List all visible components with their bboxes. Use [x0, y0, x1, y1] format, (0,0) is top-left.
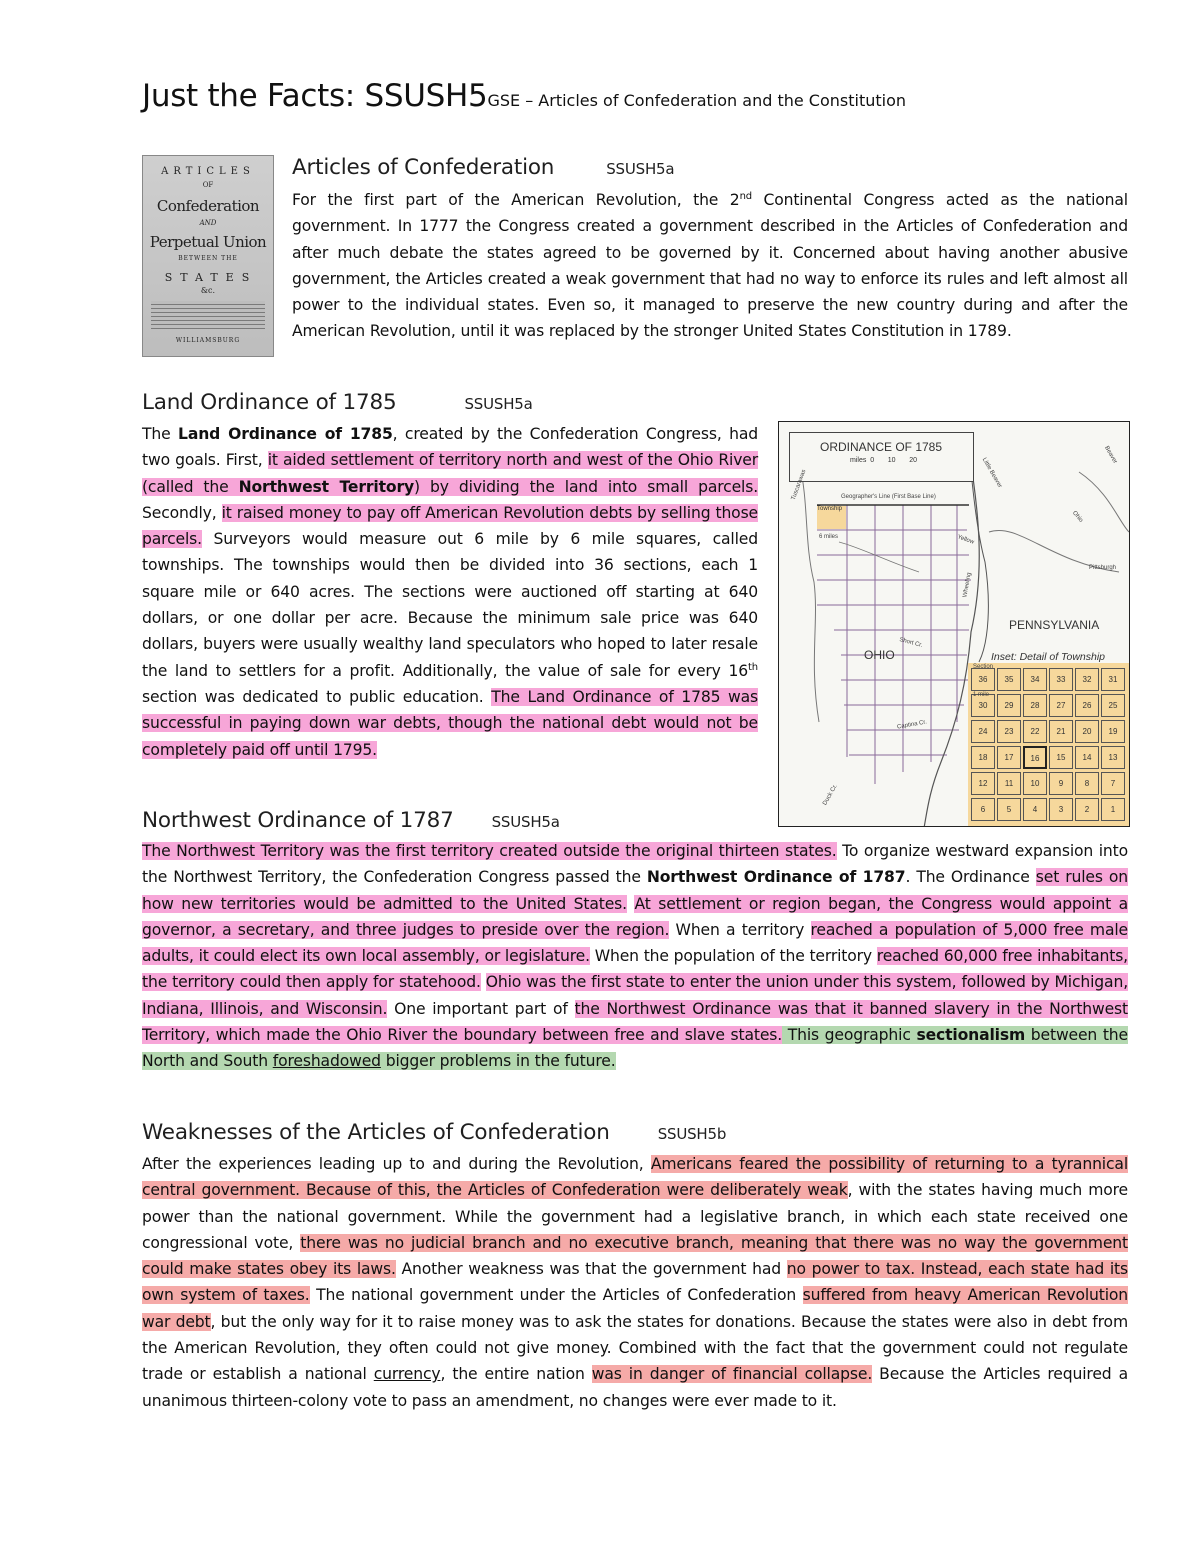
map-legend: [789, 432, 974, 482]
section-cell: 31: [1101, 668, 1125, 691]
river-label: Wheeling: [962, 572, 973, 598]
text: When a territory: [669, 920, 811, 939]
section-cell: 24: [971, 720, 995, 743]
text: For the first part of the American Revolution, the 2: [292, 191, 740, 209]
text: One important part of: [387, 999, 575, 1018]
highlight: was in danger of financial collapse.: [591, 1365, 873, 1384]
highlight: ) by dividing the land into small parcels.: [414, 477, 759, 496]
text: , the entire nation: [440, 1365, 592, 1384]
section-cell: 10: [1023, 772, 1047, 795]
highlight: Ohio was the first state to enter the union under this system, followed by Michigan, Indiana, Illinois, and Wisconsin.: [142, 973, 1129, 1018]
section-cell: 34: [1023, 668, 1047, 691]
river-label: Short Cr.: [898, 637, 924, 649]
cover-line: Perpetual Union: [149, 233, 267, 251]
section-cell: 3: [1049, 798, 1073, 821]
text: section was dedicated to public education.: [142, 687, 492, 706]
river-label: Duck Cr.: [822, 783, 839, 807]
section-cell: 14: [1075, 746, 1099, 769]
section-cell: 17: [997, 746, 1021, 769]
heading-text: Articles of Confederation: [292, 155, 555, 180]
highlight: there was no judicial branch and no executive branch, meaning that there was no way the government could make states obey its laws.: [142, 1233, 1128, 1279]
scale-label: miles: [850, 457, 867, 464]
map-scale: [850, 457, 917, 464]
section-cell: 23: [997, 720, 1021, 743]
section-cell: 35: [997, 668, 1021, 691]
highlight: reached a population of 5,000 free male adults, it could elect its own local assembly, or legislature.: [142, 920, 1128, 966]
highlight: it raised money to pay off American Revolution debts by selling those parcels.: [142, 503, 758, 549]
text: When the population of the territory: [589, 947, 877, 966]
section-cell: 4: [1023, 798, 1047, 821]
underlined-term: foreshadowed: [272, 1052, 381, 1071]
geographers-line-label: Geographer's Line (First Base Line): [841, 494, 936, 500]
section-cell: 8: [1075, 772, 1099, 795]
river-line: [1079, 472, 1129, 532]
highlight: The Northwest Territory was the first territory created outside the original thirteen states.: [142, 842, 837, 860]
title-main: Just the Facts: SSUSH5: [142, 78, 488, 114]
bold-term: Northwest Ordinance of 1787: [646, 868, 906, 887]
northwest-ordinance-paragraph: [142, 838, 1128, 1075]
text: , but the only way for it to raise money was to ask the states for donations. Because the states were also in debt from the American Revolution, they often could not give money. Combined with the fact that the government could not regulate trade or establish a national: [142, 1312, 1128, 1384]
highlight: At settlement or region began, the Congress would appoint a governor, a secretary, and three judges to preside over the region.: [142, 894, 1128, 939]
scale-tick: 10: [887, 457, 896, 464]
heading-text: Weaknesses of the Articles of Confederation: [142, 1120, 610, 1145]
section-cell: 15: [1049, 746, 1073, 769]
section-cell: 1: [1101, 798, 1125, 821]
cover-line: STATES: [164, 271, 258, 284]
highlight: set rules on how new territories would be admitted to the United States.: [142, 868, 1128, 913]
articles-cover-image: [142, 155, 274, 357]
section-cell: 22: [1023, 720, 1047, 743]
section-cell: 29: [997, 694, 1021, 717]
standard-code: SSUSH5a: [491, 813, 560, 831]
standard-code: SSUSH5b: [657, 1125, 727, 1143]
section-cell: 20: [1075, 720, 1099, 743]
text: Because the Articles required a unanimous thirteen-colony vote to pass an amendment, no changes were ever made to it.: [142, 1365, 1128, 1410]
highlight: suffered from heavy American Revolution war debt: [142, 1286, 1129, 1331]
river-label: Tuscarawas: [790, 468, 808, 502]
section-cell: 18: [971, 746, 995, 769]
section-cell: 6: [971, 798, 995, 821]
map-title: ORDINANCE OF 1785: [820, 440, 943, 454]
heading-articles: [292, 155, 674, 180]
section-label: Section: [973, 664, 994, 670]
cover-line: BETWEEN THE: [178, 255, 238, 262]
heading-weaknesses: [142, 1120, 726, 1145]
text: , created by the Confederation Congress, had two goals. First,: [142, 425, 758, 470]
superscript: nd: [739, 190, 752, 202]
section-cell: 27: [1049, 694, 1073, 717]
land-ordinance-paragraph: [142, 421, 758, 763]
section-cell: 11: [997, 772, 1021, 795]
section-cell: 19: [1101, 720, 1125, 743]
section-cell: 26: [1075, 694, 1099, 717]
section-cell: 9: [1049, 772, 1073, 795]
section-cell: 28: [1023, 694, 1047, 717]
heading-text: Land Ordinance of 1785: [142, 390, 397, 415]
cover-line: OF: [202, 181, 214, 189]
heading-northwest-ordinance: [142, 808, 560, 833]
section-cell: 5: [997, 798, 1021, 821]
heading-text: Northwest Ordinance of 1787: [142, 808, 454, 833]
section-cell: 21: [1049, 720, 1073, 743]
text: [481, 973, 486, 991]
highlight: it aided settlement of territory north and west of the Ohio River (called the: [142, 451, 759, 496]
articles-paragraph: [292, 187, 1128, 345]
document-title: [142, 78, 906, 114]
inset-title: Inset: Detail of Township: [991, 651, 1106, 663]
section-cell: 16: [1023, 746, 1047, 769]
river-label: Beaver: [1103, 445, 1118, 465]
ordinance-map: [778, 421, 1130, 827]
bold-term: sectionalism: [916, 1026, 1026, 1045]
pittsburgh-label: Pittsburgh: [1089, 565, 1117, 571]
cover-line: ARTICLES: [161, 166, 255, 177]
text: Secondly,: [142, 503, 222, 522]
section-cell: 12: [971, 772, 995, 795]
highlight: no power to tax. Instead, each state had its own system of taxes.: [142, 1260, 1128, 1305]
text: The: [142, 425, 179, 443]
scale-tick: 20: [909, 457, 917, 464]
text: . The Ordinance: [905, 868, 1036, 887]
highlight: the Northwest Ordinance was that it banned slavery in the Northwest Territory, which made the Ohio River the boundary between free and slave states.: [142, 999, 1128, 1045]
one-mile-label: 1 mile: [973, 692, 990, 698]
title-sub: GSE – Articles of Confederation and the Constitution: [487, 91, 907, 110]
cover-line: AND: [199, 219, 217, 227]
text: , with the states having much more power than the national government. While the government had a legislative branch, in which each state received one congressional vote,: [142, 1181, 1128, 1252]
river-line: [839, 542, 919, 572]
highlight: This geographic: [782, 1026, 917, 1045]
cover-line: WILLIAMSBURG: [175, 337, 241, 344]
section-cell: 36: [971, 668, 995, 691]
section-cell: 33: [1049, 668, 1073, 691]
township-example: Township: [817, 506, 846, 529]
text: Another weakness was that the government had: [395, 1260, 787, 1279]
pennsylvania-label: PENNSYLVANIA: [1009, 618, 1100, 632]
highlight: between the North and South: [142, 1026, 1128, 1071]
ohio-label: OHIO: [864, 648, 895, 662]
text: To organize westward expansion into the Northwest Territory, the Confederation Congress passed the: [142, 842, 1129, 887]
river-label: Ohio: [1070, 510, 1084, 524]
text: Continental Congress acted as the national government. In 1777 the Congress created a government described in the Articles of Confederation and after much debate the states agreed to be governed by it. Concerned about having another abusive government, the Articles created a weak government that had no way to enforce its rules and left almost all power to the individual states. Even so, it managed to preserve the new country during and after the American Revolution, until it was replaced by the stronger United States Constitution in 1789.: [292, 191, 1128, 341]
river-label: Yellow: [956, 534, 975, 546]
cover-fine-print: [151, 301, 265, 329]
highlight: Americans feared the possibility of returning to a tyrannical central government. Because of this, the Articles of Confederation were deliberately weak: [142, 1155, 1128, 1200]
section-cell: 7: [1101, 772, 1125, 795]
river-label: Captina Cr.: [896, 719, 928, 731]
section-cell: 30: [971, 694, 995, 717]
text: Surveyors would measure out 6 mile by 6 mile squares, called townships. The townships would then be divided into 36 sections, each 1 square mile or 640 acres. The sections were auctioned off starting at 640 dollars, or one dollar per acre. Because the minimum sale price was 640 dollars, buyers were usually wealthy land speculators who hoped to later resale the land to settlers for a profit. Additionally, the value of sale for every 16: [142, 530, 758, 680]
river-line: [799, 462, 819, 722]
scale-tick: 0: [870, 457, 875, 464]
section-cell: 2: [1075, 798, 1099, 821]
standard-code: SSUSH5a: [464, 395, 533, 413]
text: After the experiences leading up to and during the Revolution,: [142, 1155, 651, 1173]
underlined-term: currency: [373, 1365, 441, 1384]
bold-term: Land Ordinance of 1785: [178, 425, 393, 443]
section-cell: 32: [1075, 668, 1099, 691]
text: The national government under the Articles of Confederation: [309, 1286, 803, 1305]
highlight: The Land Ordinance of 1785 was successful in paying down war debts, though the national debt would not be completely paid off until 1795.: [142, 687, 759, 759]
superscript: th: [748, 661, 758, 673]
section-cell: 25: [1101, 694, 1125, 717]
highlight: bigger problems in the future.: [380, 1052, 616, 1071]
highlight: reached 60,000 free inhabitants, the territory could then apply for statehood.: [142, 947, 1128, 992]
standard-code: SSUSH5a: [606, 160, 675, 178]
cover-line: &c.: [200, 286, 216, 295]
heading-land-ordinance: [142, 390, 533, 415]
section-cell: 13: [1101, 746, 1125, 769]
weaknesses-paragraph: [142, 1151, 1128, 1414]
cover-line: Confederation: [156, 197, 260, 215]
bold-term: Northwest Territory: [238, 477, 415, 496]
river-label: Little Beaver: [980, 457, 1003, 489]
six-miles-label: 6 miles: [819, 534, 839, 540]
